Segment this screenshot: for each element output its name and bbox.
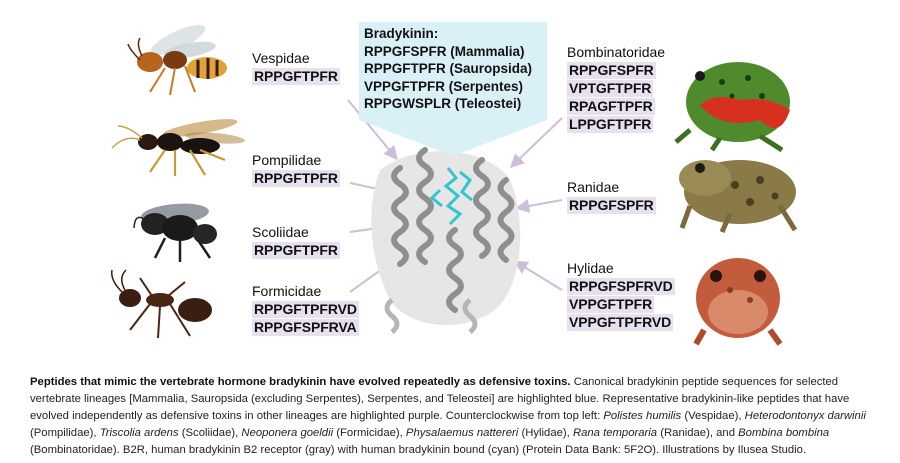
- peptide-sequence: RPAGFTPFR: [569, 98, 653, 114]
- species-name: Rana temporaria: [572, 427, 658, 439]
- label-vespidae: [252, 50, 340, 86]
- bradykinin-mammalia: RPPGFSPFR (Mammalia): [364, 43, 525, 59]
- label-scoliidae: [252, 224, 340, 260]
- tree-frog-illustration: [696, 258, 780, 344]
- bradykinin-sequences: [364, 25, 532, 113]
- caption-text: (Hylidae),: [518, 427, 573, 439]
- family-name: Vespidae: [252, 50, 310, 66]
- peptide-sequence: RPPGFTPFRVD: [254, 301, 357, 317]
- peptide-sequence: RPPGFSPFRVA: [254, 319, 357, 335]
- wasp-illustration: [128, 19, 227, 95]
- species-name: Bombina bombina: [738, 427, 830, 439]
- caption-lead: Peptides that mimic the vertebrate hormone bradykinin have evolved repeatedly as defensive toxins.: [30, 376, 571, 388]
- peptide-sequence: RPPGFSPFRVD: [569, 278, 673, 294]
- caption-text: (Vespidae),: [681, 410, 745, 422]
- species-name: Neoponera goeldii: [241, 427, 334, 439]
- family-name: Scoliidae: [252, 224, 309, 240]
- bradykinin-title: Bradykinin:: [364, 26, 439, 41]
- label-ranidae: [567, 179, 656, 215]
- family-name: Ranidae: [567, 179, 620, 195]
- scoliid-wasp-illustration: [134, 201, 217, 262]
- spider-wasp-illustration: [112, 115, 245, 176]
- fire-bellied-toad-illustration: [676, 62, 790, 150]
- peptide-sequence: RPPGFSPFR: [569, 197, 654, 213]
- peptide-sequence: RPPGFSPFR: [569, 62, 654, 78]
- ant-illustration: [112, 270, 212, 338]
- species-name: Polistes humilis: [603, 410, 682, 422]
- family-name: Hylidae: [567, 260, 614, 276]
- family-name: Formicidae: [252, 283, 322, 299]
- caption-text: (Ranidae), and: [657, 427, 739, 439]
- peptide-sequence: RPPGFTPFR: [254, 242, 338, 258]
- species-name: Triscolia ardens: [99, 427, 179, 439]
- label-hylidae: [567, 260, 675, 332]
- label-bombinatoridae: [567, 44, 665, 134]
- species-name: Physalaemus nattereri: [405, 427, 519, 439]
- label-formicidae: [252, 283, 359, 337]
- peptide-sequence: RPPGFTPFR: [254, 170, 338, 186]
- peptide-sequence: LPPGFTPFR: [569, 116, 652, 132]
- caption-text: (Scoliidae),: [178, 427, 242, 439]
- caption-text: (Formicidae),: [333, 427, 406, 439]
- peptide-sequence: RPPGFTPFR: [254, 68, 338, 84]
- family-name: Pompilidae: [252, 152, 322, 168]
- peptide-sequence: VPPGFTPFRVD: [569, 314, 672, 330]
- bradykinin-teleostei: RPPGWSPLR (Teleostei): [364, 96, 522, 111]
- bradykinin-serpentes: VPPGFTPFR (Serpentes): [364, 78, 524, 94]
- family-name: Bombinatoridae: [567, 44, 666, 60]
- figure-caption: [30, 374, 880, 459]
- label-pompilidae: [252, 152, 340, 188]
- common-frog-illustration: [679, 160, 796, 232]
- peptide-sequence: VPPGFTPFR: [569, 296, 653, 312]
- peptide-sequence: VPTGFTPFR: [569, 80, 652, 96]
- b2r-receptor: [371, 150, 520, 332]
- species-name: Heterodontonyx darwinii: [744, 410, 866, 422]
- caption-text: Canonical bradykinin peptide sequences for selected vertebrate lineages [Mammalia, Sauropsida (excluding Serpentes), Serpentes, and Teleostei] are highlighted blue. Representative bradykinin-like peptides that have evolved independently as defensive toxins in other lineages are highlighted purple. Counterclockwise from top left:: [30, 376, 850, 422]
- caption-text: (Bombinatoridae). B2R, human bradykinin B2 receptor (gray) with human bradykinin bound (cyan) (Protein Data Bank: 5F2O). Illustrations by Ilusea Studio.: [30, 444, 807, 456]
- caption-text: (Pompilidae),: [30, 427, 100, 439]
- bradykinin-sauropsida: RPPGFTPFR (Sauropsida): [364, 61, 533, 76]
- bradykinin-panel-pointer: [359, 120, 547, 156]
